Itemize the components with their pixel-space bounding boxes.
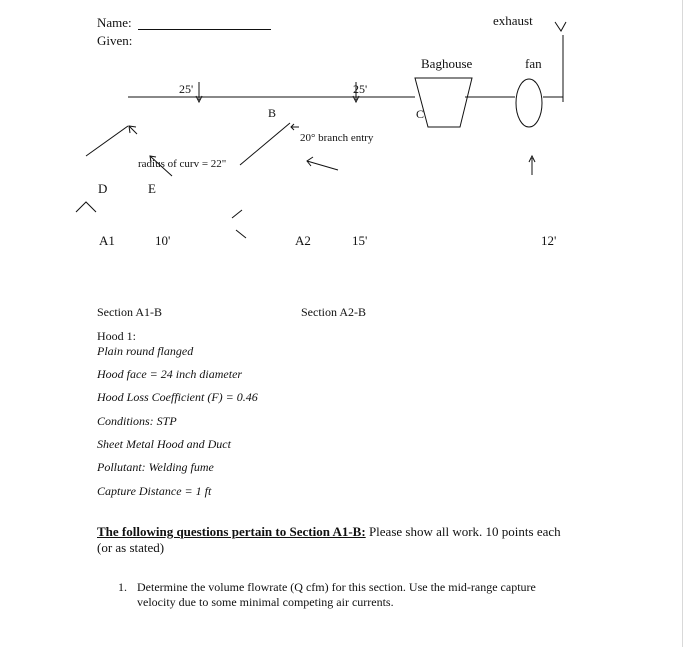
section-a2b-title: Section A2-B bbox=[301, 305, 366, 319]
hood-conditions: Conditions: STP bbox=[97, 414, 177, 428]
duct-length-right: 25' bbox=[353, 82, 368, 96]
hood-capture-distance: Capture Distance = 1 ft bbox=[97, 484, 212, 498]
instructions-paragraph bbox=[97, 524, 577, 556]
duct-length-left: 25' bbox=[179, 82, 194, 96]
hood-a2-label: A2 bbox=[295, 233, 311, 248]
branch-b-line bbox=[240, 123, 290, 165]
fan-label: fan bbox=[525, 56, 542, 71]
point-e-label: E bbox=[148, 181, 156, 196]
hood-a1-label: A1 bbox=[99, 233, 115, 248]
hood-pollutant: Pollutant: Welding fume bbox=[97, 460, 214, 474]
hood-loss-coefficient: Hood Loss Coefficient (F) = 0.46 bbox=[97, 390, 258, 404]
question-1-number: 1. bbox=[118, 580, 127, 594]
hood-type: Plain round flanged bbox=[97, 344, 194, 358]
hood-material: Sheet Metal Hood and Duct bbox=[97, 437, 231, 451]
name-label: Name: bbox=[97, 15, 132, 30]
point-c-label: C bbox=[416, 107, 425, 121]
fan-length-label: 12' bbox=[541, 233, 557, 248]
fan-shape bbox=[516, 79, 542, 127]
tick-mark-upper bbox=[232, 210, 242, 218]
exhaust-label: exhaust bbox=[493, 13, 533, 28]
hood-face: Hood face = 24 inch diameter bbox=[97, 367, 243, 381]
baghouse-label: Baghouse bbox=[421, 56, 473, 71]
hood-angle-mark bbox=[76, 202, 96, 212]
exhaust-arrow-head bbox=[555, 22, 566, 31]
branch-entry-label: 20° branch entry bbox=[300, 132, 374, 144]
a1-length-label: 10' bbox=[155, 233, 171, 248]
a2-length-label: 15' bbox=[352, 233, 368, 248]
instructions-heading: The following questions pertain to Section A1-B: bbox=[97, 524, 366, 539]
point-b-label: B bbox=[268, 106, 277, 120]
section-a1b-title: Section A1-B bbox=[97, 305, 162, 319]
given-label: Given: bbox=[97, 33, 133, 48]
tick-mark-lower bbox=[236, 230, 246, 238]
hood-title: Hood 1: bbox=[97, 329, 136, 343]
radius-label: radius of curv = 22" bbox=[138, 158, 227, 170]
point-d-label: D bbox=[98, 181, 108, 196]
question-1-text: Determine the volume flowrate (Q cfm) for this section. Use the mid-range capture velocity due to some minimal competing air currents. bbox=[137, 580, 536, 609]
branch-entry-arrow bbox=[307, 161, 338, 170]
branch-a1-line bbox=[86, 126, 128, 156]
instructions-rest: Please show all work. 10 points each (or as stated) bbox=[97, 524, 561, 555]
